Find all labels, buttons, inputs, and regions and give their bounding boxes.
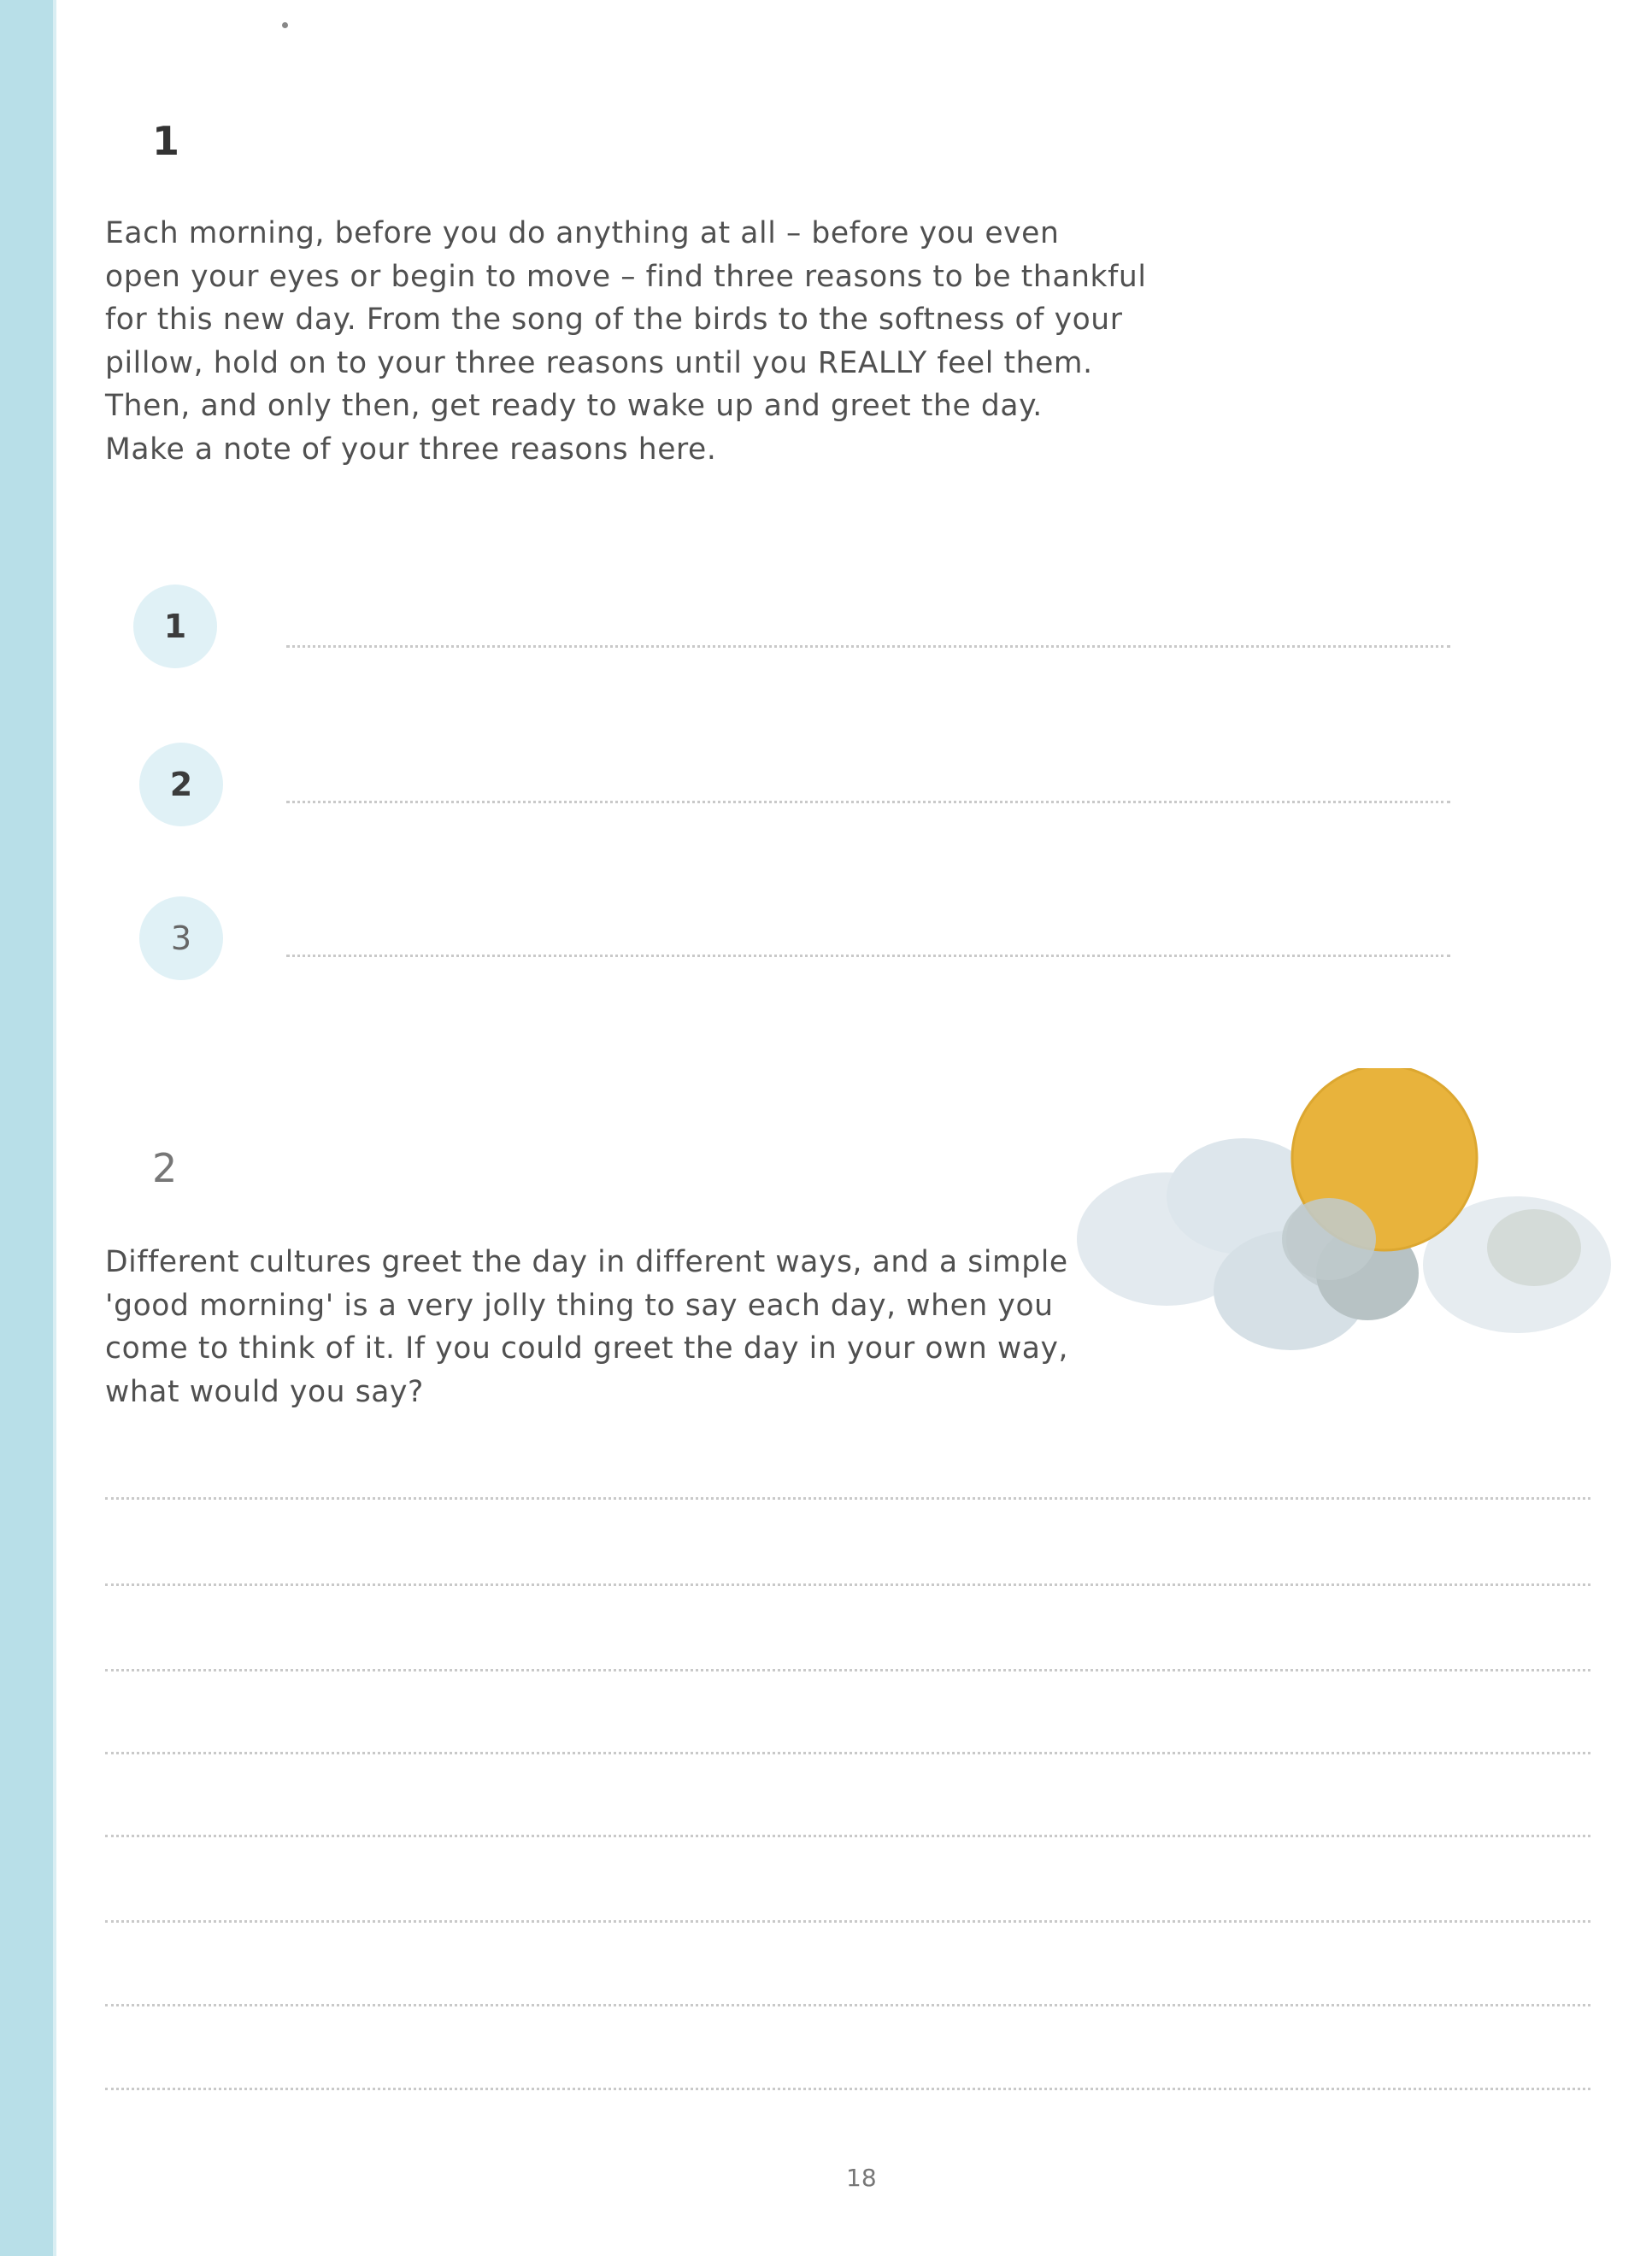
paragraph-line: Then, and only then, get ready to wake up and greet the day. (105, 389, 1043, 423)
paragraph-line: pillow, hold on to your three reasons until you REALLY feel them. (105, 345, 1093, 380)
reason-2-writing-line[interactable] (286, 801, 1450, 803)
paragraph-line: Different cultures greet the day in different ways, and a simple (105, 1245, 1068, 1279)
writing-line[interactable] (105, 1583, 1590, 1586)
writing-line[interactable] (105, 1835, 1590, 1837)
sun-and-clouds-illustration (1073, 1068, 1620, 1401)
writing-line[interactable] (105, 1752, 1590, 1754)
paragraph-line: for this new day. From the song of the birds to the softness of your (105, 303, 1123, 337)
paragraph-line: Each morning, before you do anything at all – before you even (105, 216, 1060, 250)
section-1-number: 1 (152, 118, 180, 164)
section-1-paragraph (105, 212, 1156, 471)
paragraph-line: 'good morning' is a very jolly thing to say each day, when you (105, 1288, 1054, 1323)
writing-line[interactable] (105, 2004, 1590, 2006)
writing-line[interactable] (105, 1669, 1590, 1671)
paragraph-line: what would you say? (105, 1374, 424, 1409)
reason-1-writing-line[interactable] (286, 645, 1450, 648)
section-2-paragraph (105, 1241, 1071, 1413)
paragraph-line: come to think of it. If you could greet the day in your own way, (105, 1331, 1069, 1366)
reason-1-bubble: 1 (133, 585, 217, 668)
page-side-stripe (0, 0, 53, 2256)
reason-3-bubble: 3 (139, 896, 223, 980)
page-side-stripe-edge (53, 0, 56, 2256)
reason-3-writing-line[interactable] (286, 955, 1450, 957)
scan-speck (282, 22, 288, 28)
paragraph-line: Make a note of your three reasons here. (105, 432, 717, 467)
page-number: 18 (846, 2164, 877, 2192)
paragraph-line: open your eyes or begin to move – find three reasons to be thankful (105, 259, 1147, 294)
writing-line[interactable] (105, 1497, 1590, 1500)
reason-2-bubble: 2 (139, 743, 223, 826)
section-2-number: 2 (152, 1145, 178, 1191)
writing-line[interactable] (105, 2088, 1590, 2090)
writing-line[interactable] (105, 1920, 1590, 1923)
